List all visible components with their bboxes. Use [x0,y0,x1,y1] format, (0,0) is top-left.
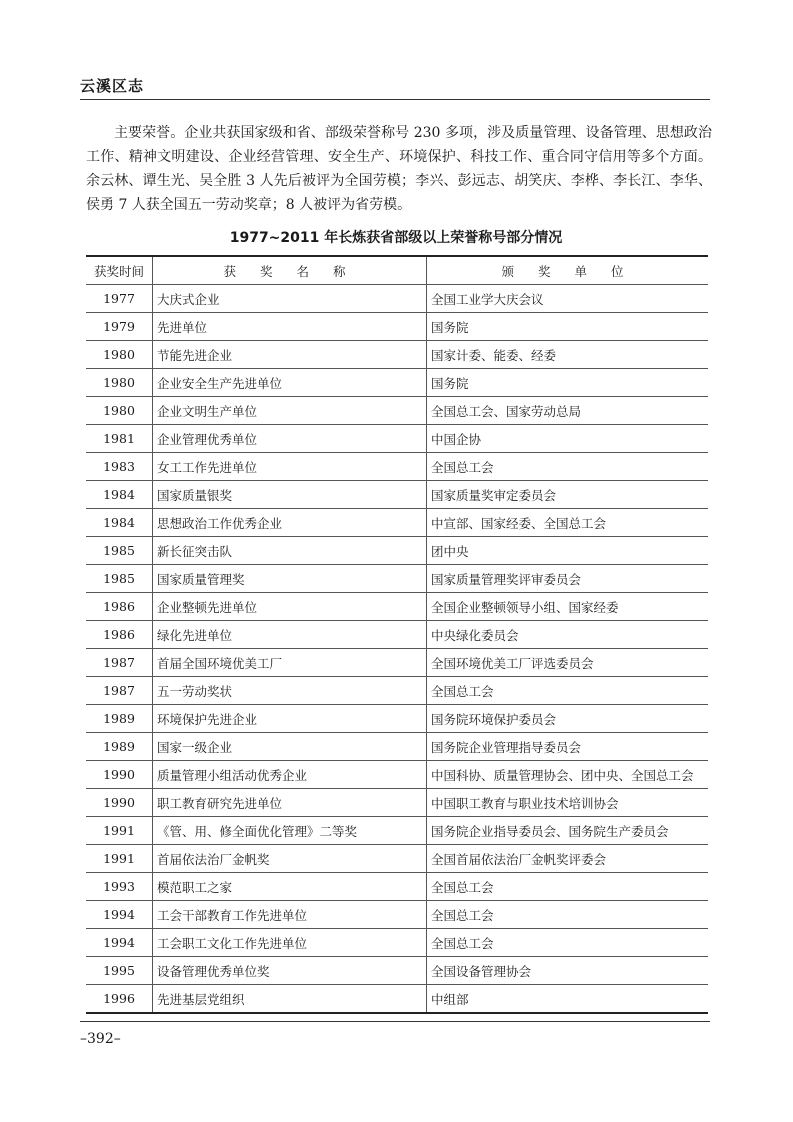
award-year-cell: 1980 [86,397,153,425]
table-title: 1977~2011 年长炼获省部级以上荣誉称号部分情况 [229,230,563,246]
award-name-cell: 绿化先进单位 [153,621,427,649]
table-row [86,761,708,789]
footer-rule [80,1021,710,1022]
award-name-cell: 环境保护先进企业 [153,705,427,733]
table-row [86,957,708,985]
award-year-cell: 1991 [86,817,153,845]
award-year-cell: 1981 [86,425,153,453]
awarding-unit-cell: 全国总工会 [427,929,709,957]
table-row [86,649,708,677]
award-name-cell: 先进基层党组织 [153,985,427,1014]
awarding-unit-cell: 中央绿化委员会 [427,621,709,649]
table-row [86,481,708,509]
table-row [86,537,708,565]
award-year-cell: 1977 [86,285,153,313]
awarding-unit-cell: 全国总工会 [427,677,709,705]
table-row [86,985,708,1014]
header-award-name: 获 奖 名 称 [153,256,427,285]
award-year-cell: 1980 [86,341,153,369]
award-name-cell: 国家质量管理奖 [153,565,427,593]
award-name-cell: 大庆式企业 [153,285,427,313]
award-name-cell: 节能先进企业 [153,341,427,369]
award-year-cell: 1994 [86,901,153,929]
awarding-unit-cell: 国务院企业管理指导委员会 [427,733,709,761]
award-year-cell: 1995 [86,957,153,985]
award-year-cell: 1993 [86,873,153,901]
awarding-unit-cell: 全国总工会 [427,873,709,901]
award-name-cell: 工会干部教育工作先进单位 [153,901,427,929]
awarding-unit-cell: 国家计委、能委、经委 [427,341,709,369]
award-year-cell: 1985 [86,565,153,593]
awarding-unit-cell: 全国首届依法治厂金帆奖评委会 [427,845,709,873]
table-body [86,285,708,1014]
award-year-cell: 1996 [86,985,153,1014]
table-row [86,621,708,649]
table-row [86,873,708,901]
table-row [86,901,708,929]
header-awarding-unit: 颁 奖 单 位 [427,256,709,285]
award-name-cell: 首届全国环境优美工厂 [153,649,427,677]
award-year-cell: 1979 [86,313,153,341]
award-name-cell: 质量管理小组活动优秀企业 [153,761,427,789]
award-year-cell: 1980 [86,369,153,397]
awarding-unit-cell: 全国工业学大庆会议 [427,285,709,313]
award-year-cell: 1989 [86,733,153,761]
table-row [86,789,708,817]
award-name-cell: 国家质量银奖 [153,481,427,509]
award-year-cell: 1987 [86,677,153,705]
table-row [86,313,708,341]
award-name-cell: 《管、用、修全面优化管理》二等奖 [153,817,427,845]
table-row [86,845,708,873]
table-row [86,817,708,845]
award-year-cell: 1983 [86,453,153,481]
awarding-unit-cell: 中国职工教育与职业技术培训协会 [427,789,709,817]
award-name-cell: 先进单位 [153,313,427,341]
awarding-unit-cell: 全国环境优美工厂评选委员会 [427,649,709,677]
awarding-unit-cell: 国家质量管理奖评审委员会 [427,565,709,593]
award-name-cell: 职工教育研究先进单位 [153,789,427,817]
award-year-cell: 1984 [86,509,153,537]
award-name-cell: 工会职工文化工作先进单位 [153,929,427,957]
award-name-cell: 设备管理优秀单位奖 [153,957,427,985]
awarding-unit-cell: 国务院环境保护委员会 [427,705,709,733]
award-name-cell: 首届依法治厂金帆奖 [153,845,427,873]
awarding-unit-cell: 中国企协 [427,425,709,453]
awarding-unit-cell: 全国企业整顿领导小组、国家经委 [427,593,709,621]
award-year-cell: 1990 [86,761,153,789]
award-year-cell: 1986 [86,621,153,649]
award-name-cell: 企业整顿先进单位 [153,593,427,621]
table-header-row [86,256,708,285]
page-number: –392– [80,1031,121,1047]
award-year-cell: 1987 [86,649,153,677]
award-year-cell: 1986 [86,593,153,621]
award-name-cell: 模范职工之家 [153,873,427,901]
table-row [86,369,708,397]
table-row [86,565,708,593]
table-row [86,705,708,733]
table-row [86,677,708,705]
award-name-cell: 五一劳动奖状 [153,677,427,705]
table-row [86,453,708,481]
awarding-unit-cell: 中组部 [427,985,709,1014]
award-name-cell: 企业安全生产先进单位 [153,369,427,397]
awarding-unit-cell: 国家质量奖审定委员会 [427,481,709,509]
award-year-cell: 1991 [86,845,153,873]
honors-table [86,255,708,1014]
awarding-unit-cell: 中国科协、质量管理协会、团中央、全国总工会 [427,761,709,789]
awarding-unit-cell: 全国总工会 [427,453,709,481]
intro-paragraph: 主要荣誉。企业共获国家级和省、部级荣誉称号 230 多项，涉及质量管理、设备管理、思想政治工作、精神文明建设、企业经营管理、安全生产、环境保护、科技工作、重合同守信用等多个方面。余云林、谭生光、吴全胜 3 人先后被评为全国劳模；李兴、彭远志、胡笑庆、李桦、李长江、李华、侯勇 7 人获全国五一劳动奖章；8 人被评为省劳模。 [86,125,712,213]
awarding-unit-cell: 全国设备管理协会 [427,957,709,985]
awarding-unit-cell: 国务院 [427,313,709,341]
award-name-cell: 企业管理优秀单位 [153,425,427,453]
header-rule [80,99,710,100]
table-row [86,285,708,313]
awarding-unit-cell: 团中央 [427,537,709,565]
running-head-title: 云溪区志 [80,77,145,95]
table-row [86,397,708,425]
table-row [86,509,708,537]
award-year-cell: 1994 [86,929,153,957]
awarding-unit-cell: 国务院企业指导委员会、国务院生产委员会 [427,817,709,845]
table-row [86,425,708,453]
award-year-cell: 1984 [86,481,153,509]
award-name-cell: 企业文明生产单位 [153,397,427,425]
awarding-unit-cell: 中宣部、国家经委、全国总工会 [427,509,709,537]
awarding-unit-cell: 全国总工会、国家劳动总局 [427,397,709,425]
awarding-unit-cell: 国务院 [427,369,709,397]
award-name-cell: 新长征突击队 [153,537,427,565]
award-name-cell: 国家一级企业 [153,733,427,761]
header-year: 获奖时间 [86,256,153,285]
table-row [86,341,708,369]
awarding-unit-cell: 全国总工会 [427,901,709,929]
table-row [86,929,708,957]
award-year-cell: 1985 [86,537,153,565]
award-year-cell: 1989 [86,705,153,733]
award-year-cell: 1990 [86,789,153,817]
award-name-cell: 思想政治工作优秀企业 [153,509,427,537]
table-row [86,733,708,761]
award-name-cell: 女工工作先进单位 [153,453,427,481]
table-row [86,593,708,621]
